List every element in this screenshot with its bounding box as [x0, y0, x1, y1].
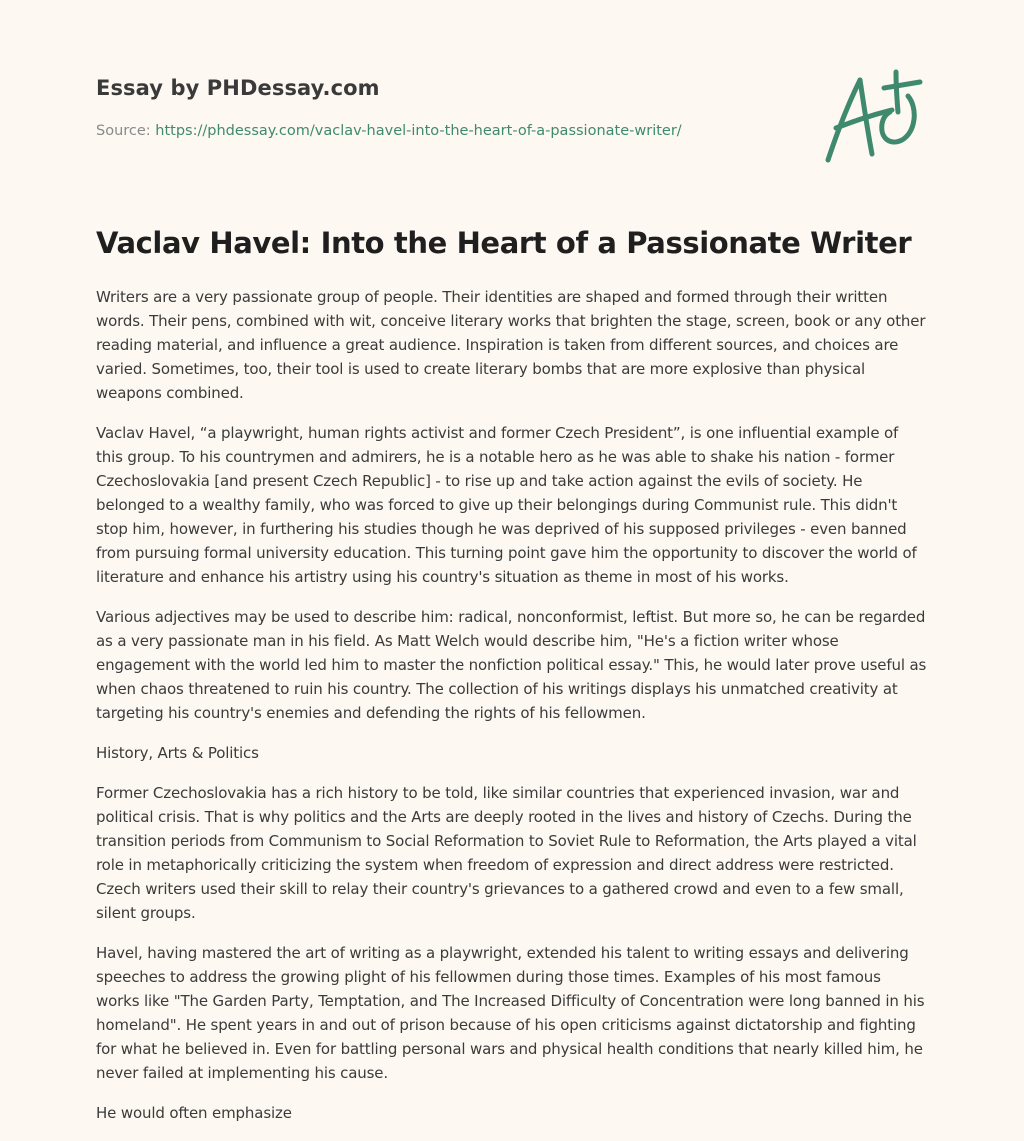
source-link[interactable]: https://phdessay.com/vaclav-havel-into-the-heart-of-a-passionate-writer/ — [155, 123, 682, 139]
paragraph: Vaclav Havel, “a playwright, human rights activist and former Czech President”, is one influential example of this group. To his countrymen and admirers, he is a notable hero as he was able to shake his nation - former Czechoslovakia [and present Czech Republic] - to rise up and take action against the evils of society. He belonged to a wealthy family, who was forced to give up their belongings during Communist rule. This didn't stop him, however, in furthering his studies though he was deprived of his supposed privileges - even banned from pursuing formal university education. This turning point gave him the opportunity to discover the world of literature and enhance his artistry using his country's situation as theme in most of his works. — [96, 424, 917, 586]
article-title: Vaclav Havel: Into the Heart of a Passionate Writer — [96, 226, 912, 260]
source-line — [96, 123, 682, 139]
paragraph: He would often emphasize — [96, 1104, 292, 1122]
site-brand: Essay by PHDessay.com — [96, 76, 380, 100]
paragraph: Former Czechoslovakia has a rich history to be told, like similar countries that experienced invasion, war and political crisis. That is why politics and the Arts are deeply rooted in the lives and history of Czechs. During the transition periods from Communism to Social Reformation to Soviet Rule to Reformation, the Arts played a vital role in metaphorically criticizing the system when freedom of expression and direct address were restricted. Czech writers used their skill to relay their country's grievances to a gathered crowd and even to a few small, silent groups. — [96, 784, 917, 922]
paragraph: Writers are a very passionate group of people. Their identities are shaped and formed through their written words. Their pens, combined with wit, conceive literary works that brighten the stage, screen, book or any other reading material, and influence a great audience. Inspiration is taken from different sources, and choices are varied. Sometimes, too, their tool is used to create literary bombs that are more explosive than physical weapons combined. — [96, 288, 926, 402]
paragraph: Havel, having mastered the art of writing as a playwright, extended his talent to writing essays and delivering speeches to address the growing plight of his fellowmen during those times. Examples of his most famous works like "The Garden Party, Temptation, and The Increased Difficulty of Concentration were long banned in his homeland". He spent years in and out of prison because of his open criticisms against dictatorship and fighting for what he believed in. Even for battling personal wars and physical health conditions that nearly killed him, he never failed at implementing his cause. — [96, 944, 925, 1082]
paragraph: Various adjectives may be used to describe him: radical, nonconformist, leftist. But more so, he can be regarded as a very passionate man in his field. As Matt Welch would describe him, "He's a fiction writer whose engagement with the world led him to master the nonfiction political essay." This, he would later prove useful as when chaos threatened to ruin his country. The collection of his writings displays his unmatched creativity at targeting his country's enemies and defending the rights of his fellowmen. — [96, 608, 927, 722]
page-header — [96, 0, 928, 200]
section-heading: History, Arts & Politics — [96, 744, 259, 762]
source-label: Source: — [96, 123, 156, 139]
article-body — [96, 285, 928, 1141]
a-plus-logo-icon — [822, 66, 928, 166]
